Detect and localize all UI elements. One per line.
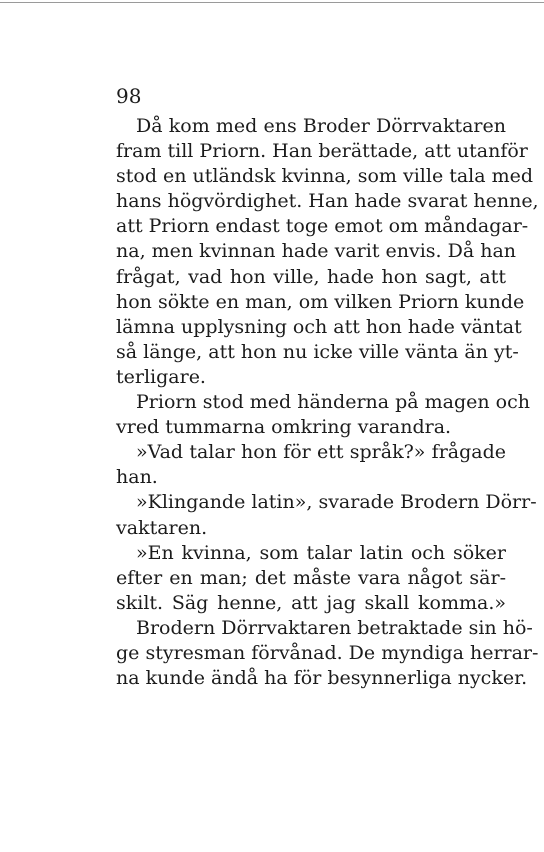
text-line: efter en man; det måste vara något sär- (116, 566, 506, 589)
top-edge-rule (0, 2, 544, 3)
text-line: »Klingande latin», svarade Brodern Dörr- (136, 491, 537, 514)
text-line: vred tummarna omkring varandra. (116, 416, 452, 439)
text-line: frågat, vad hon ville, hade hon sagt, att (116, 265, 506, 288)
text-line: skilt. Säg henne, att jag skall komma.» (116, 591, 506, 614)
text-line: terligare. (116, 365, 206, 388)
page-number: 98 (116, 84, 142, 108)
text-line: lämna upplysning och att hon hade väntat (116, 315, 522, 338)
text-line: stod en utländsk kvinna, som ville tala med (116, 165, 534, 188)
text-line: na kunde ändå ha för besynnerliga nycker. (116, 667, 528, 690)
text-line: Brodern Dörrvaktaren betraktade sin hö- (136, 616, 533, 639)
text-line: Då kom med ens Broder Dörrvaktaren (136, 115, 506, 137)
text-line: han. (116, 466, 158, 489)
text-line: »En kvinna, som talar latin och söker (136, 541, 506, 564)
text-line: fram till Priorn. Han berättade, att utanför (116, 140, 528, 163)
text-line: na, men kvinnan hade varit envis. Då han (116, 240, 517, 263)
text-line: hans högvördighet. Han hade svarat henne, (116, 190, 539, 213)
text-line: »Vad talar hon för ett språk?» frågade (136, 441, 506, 464)
text-line: ge styresman förvånad. De myndiga herrar- (116, 641, 539, 664)
body-text (116, 114, 539, 691)
text-line: Priorn stod med händerna på magen och (136, 391, 530, 414)
text-line: vaktaren. (116, 516, 208, 539)
text-line: hon sökte en man, om vilken Priorn kunde (116, 290, 525, 313)
text-line: att Priorn endast toge emot om måndagar- (116, 215, 529, 238)
text-line: så länge, att hon nu icke ville vänta än yt- (116, 340, 519, 363)
